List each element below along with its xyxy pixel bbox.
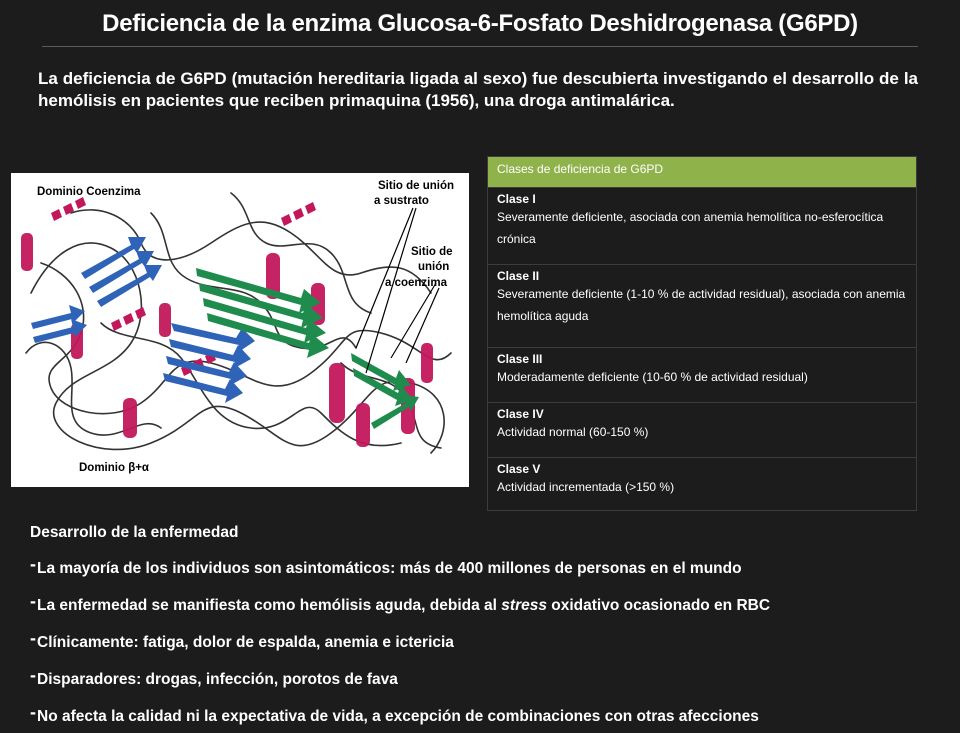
title-divider <box>42 46 918 47</box>
bullet-text: Disparadores: drogas, infección, porotos de fava <box>37 671 398 688</box>
slide-title: Deficiencia de la enzima Glucosa-6-Fosfato Deshidrogenasa (G6PD) <box>102 10 858 37</box>
class-description: Severamente deficiente (1-10 % de actividad residual), asociada con anemia hemolítica aguda <box>497 287 906 323</box>
protein-ribbon-illustration <box>11 173 469 487</box>
bullet-dash: - <box>30 554 36 574</box>
intro-paragraph: La deficiencia de G6PD (mutación hereditaria ligada al sexo) fue descubierta investigando el desarrollo de la hemólisis en pacientes que reciben primaquina (1956), una droga antimalárica. <box>38 69 918 110</box>
protein-structure-figure <box>11 173 469 487</box>
table-row <box>488 188 917 265</box>
label-substrate-site-line2: a sustrato <box>374 195 429 207</box>
class-description: Severamente deficiente, asociada con anemia hemolítica no-esferocítica crónica <box>497 210 884 246</box>
label-coenzyme-domain: Dominio Coenzima <box>37 186 141 198</box>
bullet-dash: - <box>30 665 36 685</box>
table-row <box>488 458 917 511</box>
table-row <box>488 348 917 403</box>
class-description: Moderadamente deficiente (10-60 % de actividad residual) <box>497 370 808 384</box>
bullet-item <box>30 696 930 733</box>
label-substrate-site-line1: Sitio de unión <box>378 180 455 192</box>
g6pd-classes-table <box>487 156 917 511</box>
disease-development-section <box>30 524 930 733</box>
bullet-text-part: La enfermedad se manifiesta como hemólisis aguda, debida al <box>37 597 502 614</box>
bullet-text: La mayoría de los individuos son asintomáticos: más de 400 millones de personas en el mundo <box>37 560 742 577</box>
label-coenzyme-site-line1: Sitio de <box>411 246 453 258</box>
bullet-item <box>30 548 930 585</box>
label-coenzyme-site-line2: unión <box>418 261 450 273</box>
table-row <box>488 265 917 348</box>
class-label: Clase I <box>497 192 536 206</box>
section-heading: Desarrollo de la enfermedad <box>30 524 239 541</box>
bullet-dash: - <box>30 702 36 722</box>
table-row <box>488 403 917 458</box>
bullet-dash: - <box>30 628 36 648</box>
bullet-text: No afecta la calidad ni la expectativa de vida, a excepción de combinaciones con otras afecciones <box>37 708 759 725</box>
class-label: Clase IV <box>497 407 544 421</box>
label-coenzyme-site-line3: a coenzima <box>385 277 447 289</box>
table-header-row <box>488 157 917 188</box>
bullet-dash: - <box>30 591 36 611</box>
bullet-item <box>30 622 930 659</box>
bullet-item <box>30 585 930 622</box>
bullet-text-part: oxidativo ocasionado en RBC <box>546 597 771 614</box>
class-label: Clase III <box>497 352 543 366</box>
class-label: Clase II <box>497 269 540 283</box>
label-beta-alpha-domain: Dominio β+α <box>79 462 149 474</box>
table-header: Clases de deficiencia de G6PD <box>488 157 917 188</box>
class-label: Clase V <box>497 462 541 476</box>
bullet-text: Clínicamente: fatiga, dolor de espalda, anemia e ictericia <box>37 634 454 651</box>
bullet-item <box>30 659 930 696</box>
bullet-text-emphasis: stress <box>501 597 547 614</box>
class-description: Actividad normal (60-150 %) <box>497 425 649 439</box>
class-description: Actividad incrementada (>150 %) <box>497 480 675 494</box>
